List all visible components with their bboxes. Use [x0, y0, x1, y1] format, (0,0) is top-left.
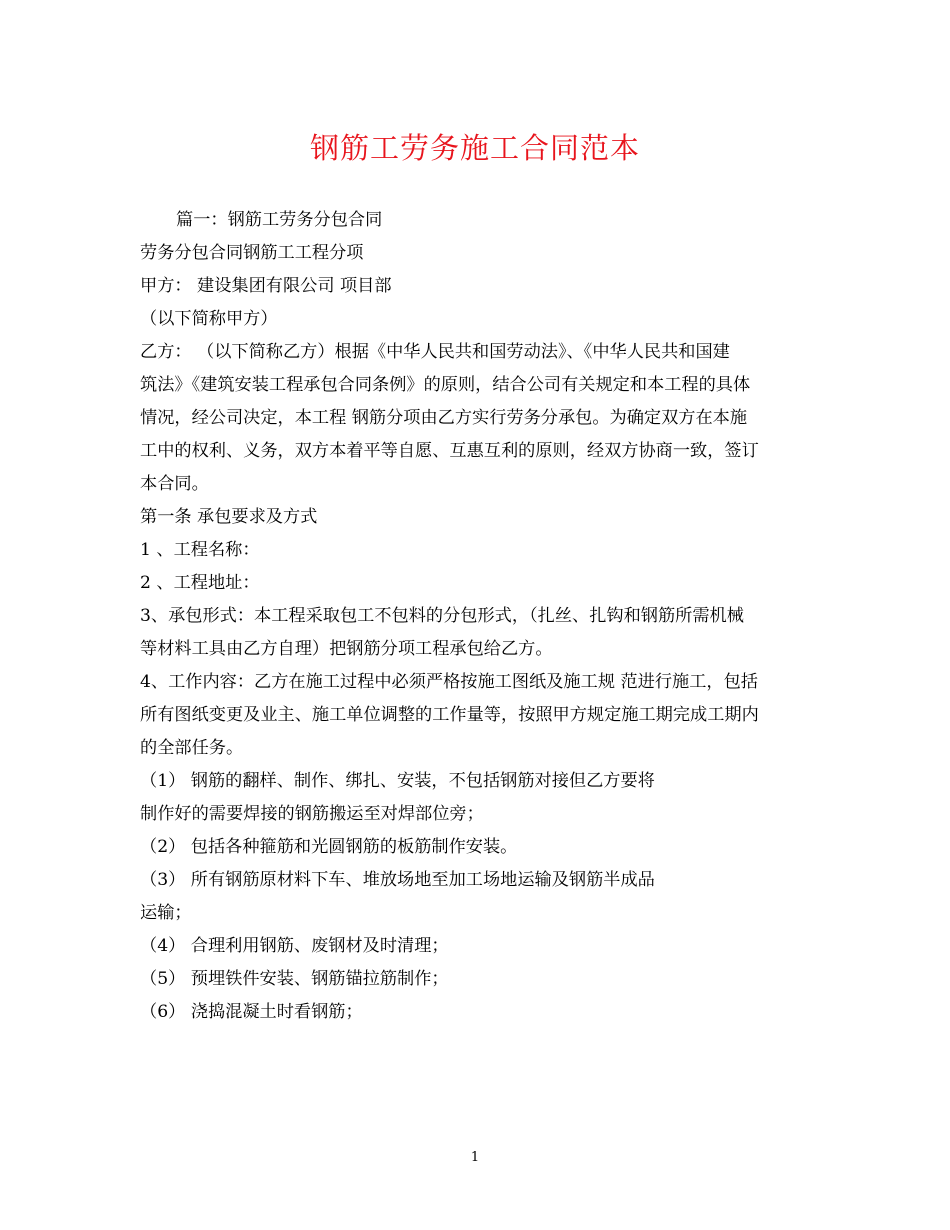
paragraph-line: 情况，经公司决定，本工程 钢筋分项由乙方实行劳务分承包。为确定双方在本施	[140, 408, 748, 428]
document-title: 钢筋工劳务施工合同范本	[309, 131, 640, 165]
document-body	[140, 204, 820, 1029]
paragraph-line: 劳务分包合同钢筋工工程分项	[140, 243, 364, 263]
paragraph-line: 等材料工具由乙方自理）把钢筋分项工程承包给乙方。	[140, 639, 553, 659]
sub-item: （2） 包括各种箍筋和光圆钢筋的板筋制作安装。	[140, 837, 518, 857]
list-item: 2 、工程地址：	[140, 573, 260, 593]
paragraph-line: 本合同。	[140, 474, 209, 494]
sub-item: （4） 合理利用钢筋、废钢材及时清理；	[140, 936, 449, 956]
sub-item: （1） 钢筋的翻样、制作、绑扎、安装，不包括钢筋对接但乙方要将	[140, 771, 655, 791]
party-a-line: 甲方： 建设集团有限公司 项目部	[140, 276, 392, 296]
paragraph-line: 运输；	[140, 903, 192, 923]
section-heading: 篇一：钢筋工劳务分包合同	[176, 210, 383, 230]
list-item: 3、承包形式：本工程采取包工不包料的分包形式，（扎丝、扎钩和钢筋所需机械	[140, 606, 744, 626]
sub-item: （3） 所有钢筋原材料下车、堆放场地至加工场地运输及钢筋半成品	[140, 870, 655, 890]
sub-item: （6） 浇捣混凝土时看钢筋；	[140, 1002, 363, 1022]
list-item: 1 、工程名称：	[140, 540, 260, 560]
list-item: 4、工作内容：乙方在施工过程中必须严格按施工图纸及施工规 范进行施工，包括	[140, 672, 758, 692]
paragraph-line: 制作好的需要焊接的钢筋搬运至对焊部位旁；	[140, 804, 484, 824]
party-b-line: 乙方： （以下简称乙方）根据《中华人民共和国劳动法》、《中华人民共和国建	[140, 342, 730, 362]
page-number: 1	[470, 1150, 480, 1165]
paragraph-line: 所有图纸变更及业主、施工单位调整的工作量等，按照甲方规定施工期完成工期内	[140, 705, 759, 725]
paragraph-line: 筑法》《建筑安装工程承包合同条例》的原则，结合公司有关规定和本工程的具体	[140, 375, 751, 395]
paragraph-line: 的全部任务。	[140, 738, 244, 758]
paragraph-line: 工中的权利、义务，双方本着平等自愿、互惠互利的原则，经双方协商一致，签订	[140, 441, 759, 461]
sub-item: （5） 预埋铁件安装、钢筋锚拉筋制作；	[140, 969, 449, 989]
article-heading: 第一条 承包要求及方式	[140, 507, 318, 527]
paragraph-line: （以下简称甲方）	[140, 309, 278, 329]
